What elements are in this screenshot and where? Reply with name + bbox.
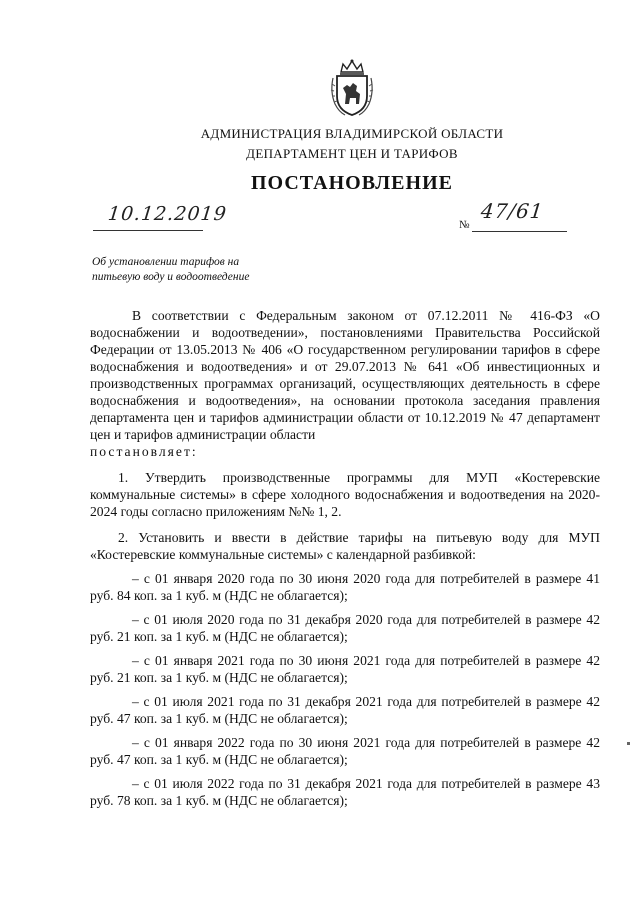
tariff-period-1: – с 01 января 2020 года по 30 июня 2020 года для потребителей в размере 41 руб. 84 коп. за 1 куб. м (НДС не облагается); xyxy=(90,571,600,603)
tariff-period-4: – с 01 июля 2021 года по 31 декабря 2021 года для потребителей в размере 42 руб. 47 коп. за 1 куб. м (НДС не облагается); xyxy=(90,694,600,726)
resolution-word-text: постановляет: xyxy=(90,444,198,459)
organization-name: АДМИНИСТРАЦИЯ ВЛАДИМИРСКОЙ ОБЛАСТИ xyxy=(200,126,504,141)
coat-of-arms-icon xyxy=(329,58,375,118)
subject-line: питьевую воду и водоотведение xyxy=(92,271,250,283)
department-name: ДЕПАРТАМЕНТ ЦЕН И ТАРИФОВ xyxy=(246,146,458,161)
scan-mark xyxy=(627,742,630,745)
item-2-paragraph: 2. Установить и ввести в действие тарифы на питьевую воду для МУП «Костеревские коммунальные системы» с календарной разбивкой: xyxy=(90,530,600,562)
document-date: 10.12.2019 xyxy=(106,203,228,225)
document-title: ПОСТАНОВЛЕНИЕ xyxy=(251,172,453,194)
document-number: 47/61 xyxy=(479,199,545,223)
tariff-period-5: – с 01 января 2022 года по 30 июня 2021 года для потребителей в размере 42 руб. 47 коп. за 1 куб. м (НДС не облагается); xyxy=(90,735,600,767)
document-subject xyxy=(92,255,249,285)
tariff-period-6: – с 01 июля 2022 года по 31 декабря 2021 года для потребителей в размере 43 руб. 78 коп. за 1 куб. м (НДС не облагается); xyxy=(90,776,600,808)
preamble-paragraph: В соответствии с Федеральным законом от 07.12.2011 № 416-ФЗ «О водоснабжении и водоотведении», постановлениями Правительства Российской Федерации от 13.05.2013 № 406 «О государственном регулировании тарифов в сфере водоснабжения и водоотведения» и от 29.07.2013 № 641 «Об инвестиционных и производственных программах организаций, осуществляющих деятельность в сфере водоснабжения и водоотведения», на основании протокола заседания правления департамента цен и тарифов администрации области от 10.12.2019 № 47 департамент цен и тарифов администрации области xyxy=(90,308,600,442)
tariff-period-3: – с 01 января 2021 года по 30 июня 2021 года для потребителей в размере 42 руб. 21 коп. за 1 куб. м (НДС не облагается); xyxy=(90,653,600,685)
number-underline xyxy=(472,231,567,232)
subject-line: Об установлении тарифов на xyxy=(92,256,240,268)
document-body xyxy=(90,307,600,809)
resolution-word xyxy=(90,443,600,460)
tariff-period-2: – с 01 июля 2020 года по 31 декабря 2020 года для потребителей в размере 42 руб. 21 коп. за 1 куб. м (НДС не облагается); xyxy=(90,612,600,644)
number-label: № xyxy=(459,219,470,231)
date-underline xyxy=(93,230,203,231)
item-1-paragraph: 1. Утвердить производственные программы для МУП «Костеревские коммунальные системы» в сфере холодного водоснабжения и водоотведения на 2020- 2024 годы согласно приложениям №№ 1, 2. xyxy=(90,470,600,519)
